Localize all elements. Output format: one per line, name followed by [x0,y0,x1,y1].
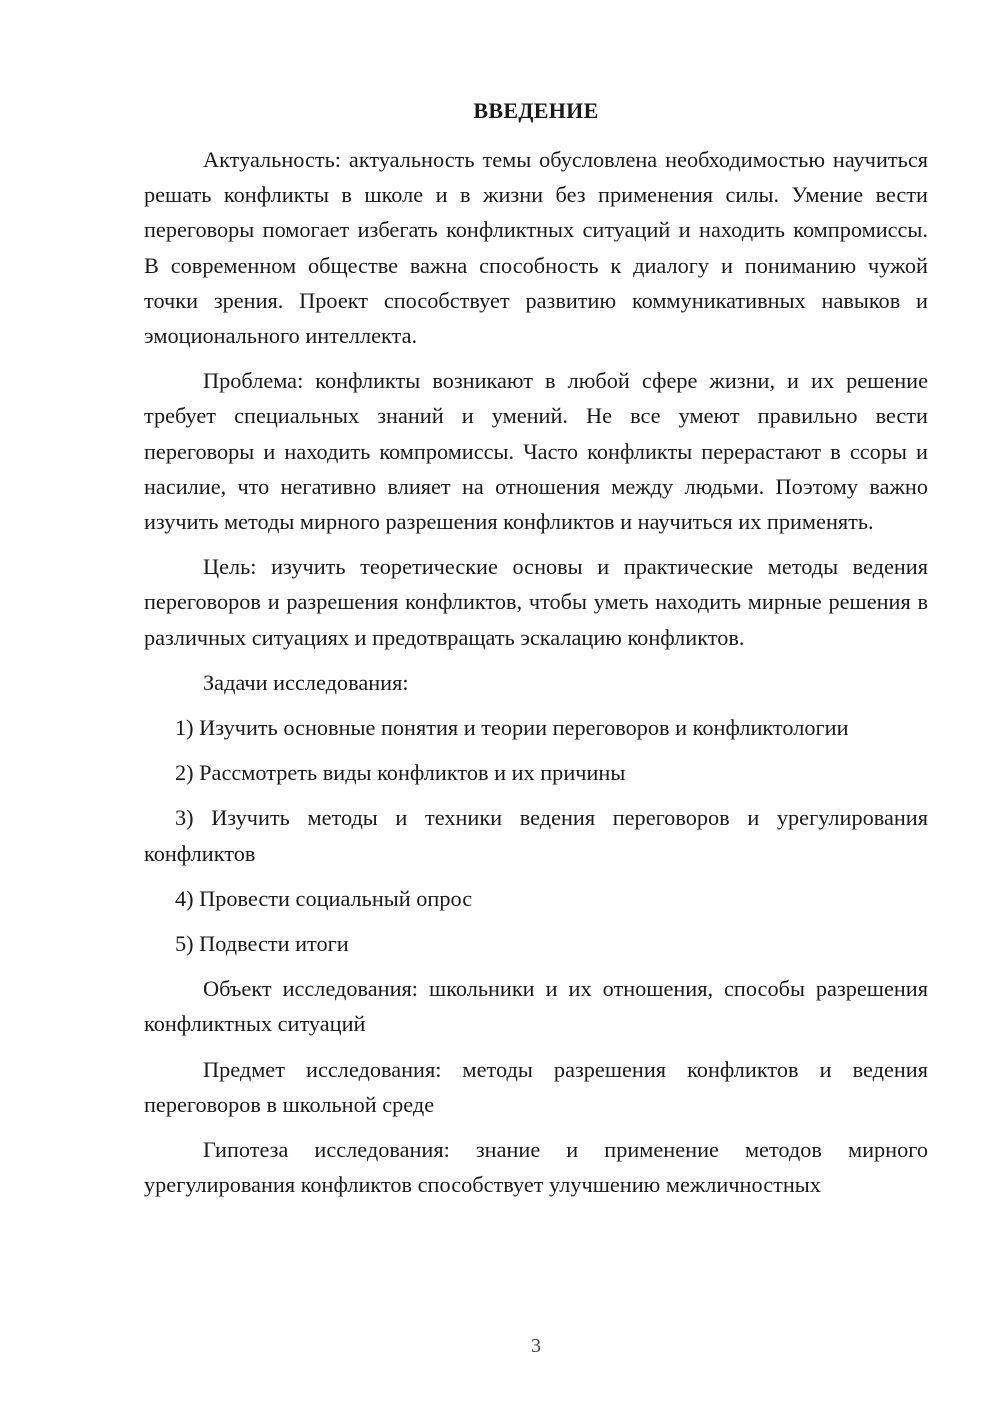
page-number: 3 [531,1335,541,1357]
task-item-3: 3) Изучить методы и техники ведения переговоров и урегулирования конфликтов [144,805,928,866]
task-item-2: 2) Рассмотреть виды конфликтов и их причины [175,760,626,786]
tasks-heading: Задачи исследования: [203,669,409,695]
paragraph-hypothesis: Гипотеза исследования: знание и применение методов мирного урегулирования конфликтов способствует улучшению межличностных [144,1137,928,1198]
paragraph-relevance: Актуальность: актуальность темы обусловлена необходимостью научиться решать конфликты в школе и в жизни без применения силы. Умение вести переговоры помогает избегать конфликтных ситуаций и находить компромиссы. В современном обществе важна способность к диалогу и пониманию чужой точки зрения. Проект способствует развитию коммуникативных навыков и эмоционального интеллекта. [144,147,928,349]
task-item-4: 4) Провести социальный опрос [175,885,473,911]
task-item-1: 1) Изучить основные понятия и теории переговоров и конфликтологии [175,715,849,741]
paragraph-goal: Цель: изучить теоретические основы и практические методы ведения переговоров и разрешения конфликтов, чтобы уметь находить мирные решения в различных ситуациях и предотвращать эскалацию конфликтов. [144,554,928,650]
page-title: ВВЕДЕНИЕ [473,98,599,123]
paragraph-problem: Проблема: конфликты возникают в любой сфере жизни, и их решение требует специальных знаний и умений. Не все умеют правильно вести переговоры и находить компромиссы. Часто конфликты перерастают в ссоры и насилие, что негативно влияет на отношения между людьми. Поэтому важно изучить методы мирного разрешения конфликтов и научиться их применять. [144,368,928,535]
document-body [144,142,928,1212]
task-item-5: 5) Подвести итоги [175,931,349,957]
paragraph-subject: Предмет исследования: методы разрешения конфликтов и ведения переговоров в школьной среде [144,1056,928,1117]
paragraph-object: Объект исследования: школьники и их отношения, способы разрешения конфликтных ситуаций [144,976,928,1037]
